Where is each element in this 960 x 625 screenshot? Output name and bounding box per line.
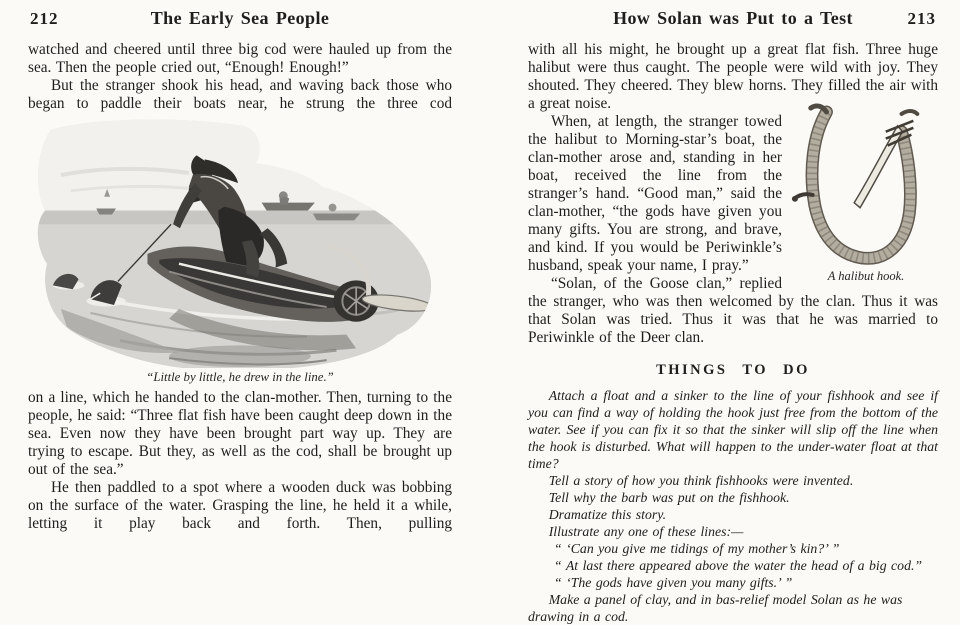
page-number-right: 213 [907,9,936,28]
activity-item: Attach a float and a sinker to the line of your fishhook and see if you can find a way of holding the hook just free from the bottom of the water. See if you can fix it so that the sinker will slip off the line when the hook is disturbed. What will happen to the under-water float at that time? [528,388,938,471]
body-paragraph: But the stranger shook his head, and waving back those who began to paddle their boats near, he strung the three cod [28,77,452,112]
figure-caption: A halibut hook. [827,269,905,283]
body-paragraph: watched and cheered until three big cod were hauled up from the sea. Then the people cried out, “Enough! Enough!” [28,41,452,76]
canoe-illustration [28,116,452,368]
barb-point [854,126,902,208]
activity-item: Tell why the barb was put on the fishhook. [548,490,790,505]
illustration-caption: “Little by little, he drew in the line.” [146,370,334,384]
body-paragraph: He then paddled to a spot where a wooden duck was bobbing on the surface of the water. Grasping the line, he held it a while, letting it play back and forth. Then, pulling [28,479,452,532]
quote-line: “ ‘The gods have given you many gifts.’ ” [554,575,793,590]
body-paragraph: “Solan, of the Goose clan,” replied the stranger, who was then welcomed by the clan. Thus it was that Solan was tried. Thus it was that he was married to Periwinkle of the Deer clan. [528,275,938,346]
activity-item: Illustrate any one of these lines:— [548,524,744,539]
right-running-header [528,8,938,32]
running-head-left: The Early Sea People [150,8,330,28]
running-head-right: How Solan was Put to a Test [613,8,853,28]
page-left [28,8,452,533]
activity-item: Tell a story of how you think fishhooks were invented. [548,473,854,488]
things-to-do-heading: THINGS TO DO [656,362,810,378]
page-number-left: 212 [30,9,59,28]
halibut-hook-illustration [791,101,941,269]
body-paragraph: with all his might, he brought up a great flat fish. Three huge halibut were thus caught. The people were wild with joy. They shouted. They cheered. They blew horns. They filled the air with a great noise. [528,41,938,112]
activity-item: Make a panel of clay, and in bas-relief model Solan as he was drawing in a cod. [528,592,903,624]
story-illustration-figure [28,116,452,384]
body-paragraph: When, at length, the stranger towed the halibut to Morning-star’s boat, the clan-mother arose and, standing in her boat, received the line from the stranger’s hand. “Good man,” said the clan-mother, “the gods have given you many gifts. You are strong, and brave, and kind. If you would be Periwinkle’s husband, speak your name, I pray.” [528,113,782,274]
body-paragraph: on a line, which he handed to the clan-mother. Then, turning to the people, he said: “Three flat fish have been caught deep down in the sea. Even now they have been brought part way up. They are trying to escape. But they, as well as the cod, shall be brought up out of the sea.” [28,389,452,478]
activity-item: Dramatize this story. [548,507,667,522]
page-right [528,8,938,625]
quote-line: “ ‘Can you give me tidings of my mother’s kin?’ ” [554,541,840,556]
left-running-header [28,8,452,32]
halibut-hook-figure [790,101,942,283]
quote-line: “ At last there appeared above the water the head of a big cod.” [554,558,923,573]
